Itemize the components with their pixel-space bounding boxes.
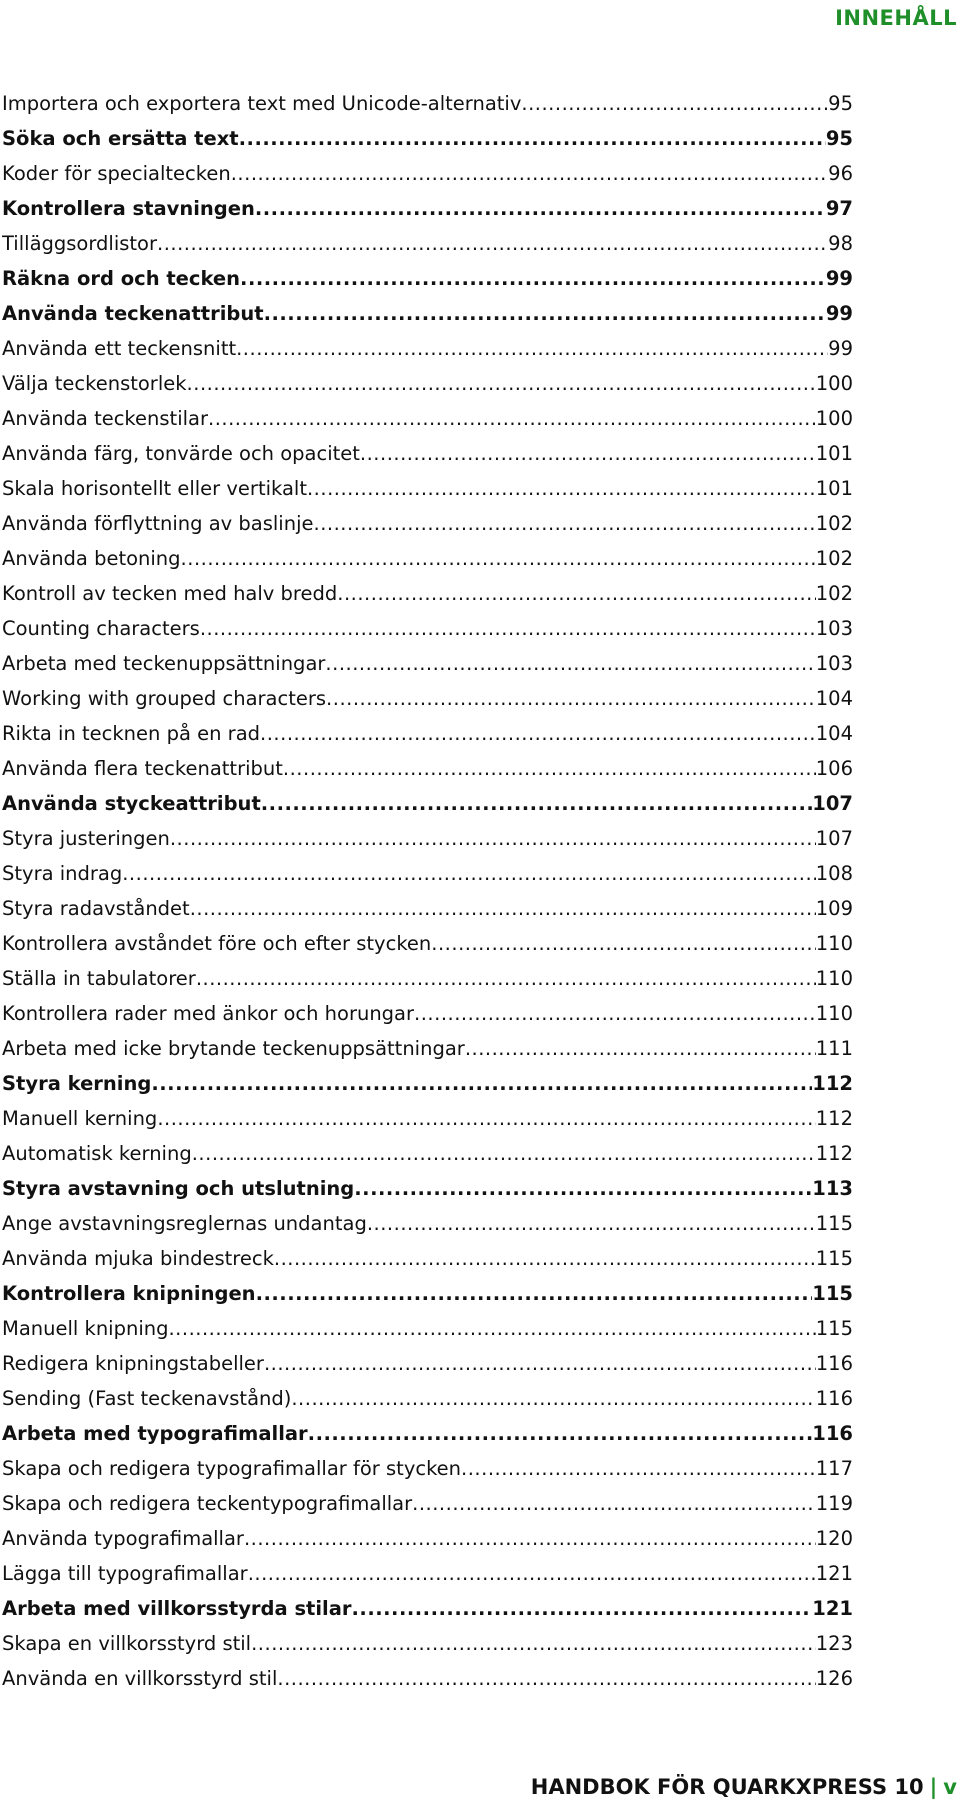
toc-entry-page-number: 112 <box>812 1072 853 1095</box>
toc-entry[interactable] <box>2 156 853 191</box>
toc-entry-title: Arbeta med typografimallar <box>2 1422 308 1445</box>
toc-entry-title: Använda färg, tonvärde och opacitet <box>2 442 360 465</box>
toc-entry-title: Använda ett teckensnitt <box>2 337 237 360</box>
toc-entry-title: Ställa in tabulatorer <box>2 967 196 990</box>
toc-entry-title: Styra indrag <box>2 862 123 885</box>
toc-entry-title: Tilläggsordlistor <box>2 232 158 255</box>
toc-dot-leader <box>431 926 815 961</box>
toc-entry-title: Sending (Fast teckenavstånd) <box>2 1387 292 1410</box>
toc-dot-leader <box>367 1206 816 1241</box>
toc-entry[interactable] <box>2 1451 853 1486</box>
toc-dot-leader <box>251 1626 816 1661</box>
toc-entry-title: Kontroll av tecken med halv bredd <box>2 582 338 605</box>
toc-entry-title: Använda en villkorsstyrd stil <box>2 1667 278 1690</box>
toc-entry-page-number: 107 <box>815 827 853 850</box>
toc-dot-leader <box>208 401 816 436</box>
toc-entry[interactable] <box>2 191 853 226</box>
toc-entry-title: Manuell kerning <box>2 1107 158 1130</box>
toc-entry-page-number: 121 <box>812 1597 853 1620</box>
toc-dot-leader <box>352 1591 813 1626</box>
toc-entry[interactable] <box>2 331 853 366</box>
toc-entry-page-number: 116 <box>815 1352 853 1375</box>
toc-entry-title: Lägga till typografimallar <box>2 1562 248 1585</box>
toc-entry-page-number: 95 <box>825 127 853 150</box>
toc-dot-leader <box>326 681 816 716</box>
toc-entry-title: Använda styckeattribut <box>2 792 261 815</box>
toc-entry-title: Skapa och redigera teckentypografimallar <box>2 1492 413 1515</box>
toc-entry[interactable] <box>2 926 853 961</box>
toc-dot-leader <box>122 856 816 891</box>
toc-dot-leader <box>192 1136 816 1171</box>
toc-entry[interactable] <box>2 611 853 646</box>
toc-entry-title: Styra radavståndet <box>2 897 190 920</box>
toc-entry-title: Skapa en villkorsstyrd stil <box>2 1632 252 1655</box>
toc-entry-title: Använda flera teckenattribut <box>2 757 283 780</box>
toc-dot-leader <box>291 1381 815 1416</box>
toc-entry-page-number: 101 <box>815 442 853 465</box>
toc-entry-page-number: 111 <box>815 1037 853 1060</box>
toc-entry[interactable] <box>2 1381 853 1416</box>
toc-dot-leader <box>308 1416 813 1451</box>
toc-entry-title: Kontrollera stavningen <box>2 197 255 220</box>
toc-entry-title: Styra avstavning och utslutning <box>2 1177 355 1200</box>
toc-entry-page-number: 99 <box>828 337 853 360</box>
toc-dot-leader <box>314 506 816 541</box>
toc-entry[interactable] <box>2 296 853 331</box>
toc-dot-leader <box>412 1486 816 1521</box>
toc-dot-leader <box>260 716 816 751</box>
toc-entry-page-number: 95 <box>828 92 853 115</box>
table-of-contents <box>2 86 853 1696</box>
toc-dot-leader <box>465 1031 816 1066</box>
toc-dot-leader <box>151 1066 812 1101</box>
toc-entry-page-number: 120 <box>815 1527 853 1550</box>
toc-entry-page-number: 106 <box>815 757 853 780</box>
toc-entry[interactable] <box>2 1486 853 1521</box>
toc-entry-page-number: 100 <box>815 407 853 430</box>
toc-entry-page-number: 112 <box>815 1107 853 1130</box>
footer-book-title: HANDBOK FÖR QUARKXPRESS 10 <box>530 1775 924 1799</box>
toc-entry-page-number: 115 <box>815 1317 853 1340</box>
toc-dot-leader <box>414 996 816 1031</box>
toc-dot-leader <box>240 261 826 296</box>
toc-entry-page-number: 103 <box>815 617 853 640</box>
toc-dot-leader <box>274 1241 816 1276</box>
toc-entry-title: Koder för specialtecken <box>2 162 231 185</box>
toc-entry[interactable] <box>2 121 853 156</box>
toc-dot-leader <box>277 1661 815 1696</box>
toc-entry[interactable] <box>2 1416 853 1451</box>
toc-dot-leader <box>200 611 816 646</box>
toc-entry-page-number: 126 <box>815 1667 853 1690</box>
toc-entry-page-number: 123 <box>815 1632 853 1655</box>
toc-entry-page-number: 115 <box>815 1212 853 1235</box>
toc-entry-page-number: 117 <box>815 1457 853 1480</box>
toc-entry-page-number: 102 <box>815 547 853 570</box>
toc-entry[interactable] <box>2 1276 853 1311</box>
toc-entry[interactable] <box>2 1626 853 1661</box>
toc-dot-leader <box>461 1451 816 1486</box>
page-header-title: INNEHÅLL <box>835 6 957 30</box>
toc-entry-title: Importera och exportera text med Unicode-alternativ <box>2 92 522 115</box>
toc-entry[interactable] <box>2 1171 853 1206</box>
toc-dot-leader <box>354 1171 812 1206</box>
toc-entry-title: Kontrollera rader med änkor och horungar <box>2 1002 415 1025</box>
toc-entry-title: Styra kerning <box>2 1072 152 1095</box>
toc-entry[interactable] <box>2 1311 853 1346</box>
toc-dot-leader <box>521 86 828 121</box>
toc-entry-title: Rikta in tecknen på en rad <box>2 722 261 745</box>
toc-entry-page-number: 98 <box>828 232 853 255</box>
toc-dot-leader <box>157 1101 815 1136</box>
toc-dot-leader <box>283 751 816 786</box>
toc-entry[interactable] <box>2 471 853 506</box>
toc-entry-page-number: 99 <box>825 267 853 290</box>
toc-entry-title: Automatisk kerning <box>2 1142 192 1165</box>
toc-entry[interactable] <box>2 366 853 401</box>
toc-entry[interactable] <box>2 401 853 436</box>
toc-entry-page-number: 110 <box>815 1002 853 1025</box>
toc-dot-leader <box>264 296 826 331</box>
toc-dot-leader <box>325 646 815 681</box>
toc-entry-title: Styra justeringen <box>2 827 170 850</box>
toc-entry[interactable] <box>2 1031 853 1066</box>
toc-dot-leader <box>157 226 828 261</box>
toc-entry[interactable] <box>2 1346 853 1381</box>
toc-dot-leader <box>261 786 813 821</box>
toc-entry-title: Arbeta med teckenuppsättningar <box>2 652 326 675</box>
toc-entry-page-number: 119 <box>815 1492 853 1515</box>
footer-separator: | <box>929 1775 938 1799</box>
toc-entry[interactable] <box>2 716 853 751</box>
toc-entry[interactable] <box>2 1136 853 1171</box>
page-footer <box>531 1775 957 1799</box>
toc-entry[interactable] <box>2 961 853 996</box>
toc-entry[interactable] <box>2 646 853 681</box>
toc-entry[interactable] <box>2 751 853 786</box>
toc-entry[interactable] <box>2 576 853 611</box>
toc-dot-leader <box>244 1521 816 1556</box>
toc-entry-page-number: 115 <box>812 1282 853 1305</box>
toc-entry[interactable] <box>2 226 853 261</box>
toc-entry[interactable] <box>2 891 853 926</box>
toc-entry-page-number: 112 <box>815 1142 853 1165</box>
toc-entry[interactable] <box>2 261 853 296</box>
toc-entry-title: Använda betoning <box>2 547 181 570</box>
toc-entry[interactable] <box>2 506 853 541</box>
toc-entry-title: Använda mjuka bindestreck <box>2 1247 274 1270</box>
toc-entry-title: Kontrollera avståndet före och efter stycken <box>2 932 432 955</box>
toc-entry-title: Använda teckenstilar <box>2 407 208 430</box>
toc-entry[interactable] <box>2 821 853 856</box>
toc-entry-page-number: 108 <box>815 862 853 885</box>
toc-entry-title: Använda typografimallar <box>2 1527 244 1550</box>
toc-entry[interactable] <box>2 681 853 716</box>
toc-entry-page-number: 100 <box>815 372 853 395</box>
toc-entry-page-number: 96 <box>828 162 853 185</box>
toc-dot-leader <box>231 156 828 191</box>
toc-entry-page-number: 102 <box>815 582 853 605</box>
toc-entry-title: Arbeta med icke brytande teckenuppsättningar <box>2 1037 465 1060</box>
toc-dot-leader <box>239 121 826 156</box>
toc-entry[interactable] <box>2 1591 853 1626</box>
toc-entry-page-number: 116 <box>812 1422 853 1445</box>
toc-entry[interactable] <box>2 1556 853 1591</box>
toc-entry-page-number: 104 <box>815 687 853 710</box>
toc-entry-page-number: 110 <box>815 967 853 990</box>
toc-entry-title: Manuell knipning <box>2 1317 169 1340</box>
toc-entry-title: Skala horisontellt eller vertikalt <box>2 477 307 500</box>
toc-entry[interactable] <box>2 1521 853 1556</box>
toc-dot-leader <box>168 1311 815 1346</box>
toc-dot-leader <box>187 366 816 401</box>
toc-dot-leader <box>255 191 826 226</box>
toc-entry-title: Skapa och redigera typografimallar för stycken <box>2 1457 462 1480</box>
toc-dot-leader <box>190 891 816 926</box>
toc-dot-leader <box>196 961 816 996</box>
toc-entry[interactable] <box>2 1066 853 1101</box>
toc-entry[interactable] <box>2 1241 853 1276</box>
toc-entry[interactable] <box>2 436 853 471</box>
toc-entry[interactable] <box>2 786 853 821</box>
toc-entry-page-number: 101 <box>815 477 853 500</box>
toc-entry-page-number: 97 <box>825 197 853 220</box>
toc-dot-leader <box>256 1276 813 1311</box>
toc-dot-leader <box>307 471 816 506</box>
toc-entry[interactable] <box>2 1661 853 1696</box>
toc-entry-title: Kontrollera knipningen <box>2 1282 256 1305</box>
toc-dot-leader <box>337 576 816 611</box>
toc-entry-title: Arbeta med villkorsstyrda stilar <box>2 1597 352 1620</box>
toc-entry-title: Redigera knipningstabeller <box>2 1352 264 1375</box>
toc-entry[interactable] <box>2 86 853 121</box>
toc-entry-title: Söka och ersätta text <box>2 127 239 150</box>
toc-entry[interactable] <box>2 1101 853 1136</box>
toc-dot-leader <box>236 331 828 366</box>
toc-dot-leader <box>360 436 816 471</box>
toc-entry-page-number: 115 <box>815 1247 853 1270</box>
toc-entry-title: Använda teckenattribut <box>2 302 264 325</box>
toc-entry-page-number: 109 <box>815 897 853 920</box>
toc-dot-leader <box>248 1556 816 1591</box>
toc-entry-title: Använda förflyttning av baslinje <box>2 512 314 535</box>
toc-dot-leader <box>170 821 816 856</box>
toc-entry-page-number: 116 <box>815 1387 853 1410</box>
toc-entry-page-number: 103 <box>815 652 853 675</box>
toc-entry-page-number: 104 <box>815 722 853 745</box>
toc-entry-page-number: 107 <box>812 792 853 815</box>
toc-entry-page-number: 121 <box>815 1562 853 1585</box>
toc-entry-title: Working with grouped characters <box>2 687 327 710</box>
toc-dot-leader <box>181 541 816 576</box>
toc-entry[interactable] <box>2 996 853 1031</box>
toc-entry-title: Counting characters <box>2 617 200 640</box>
toc-entry-page-number: 99 <box>825 302 853 325</box>
toc-entry[interactable] <box>2 1206 853 1241</box>
toc-entry[interactable] <box>2 541 853 576</box>
toc-entry-page-number: 110 <box>815 932 853 955</box>
toc-entry-title: Ange avstavningsreglernas undantag <box>2 1212 367 1235</box>
toc-dot-leader <box>264 1346 816 1381</box>
toc-entry-title: Välja teckenstorlek <box>2 372 187 395</box>
toc-entry[interactable] <box>2 856 853 891</box>
toc-entry-page-number: 102 <box>815 512 853 535</box>
toc-entry-page-number: 113 <box>812 1177 853 1200</box>
toc-entry-title: Räkna ord och tecken <box>2 267 241 290</box>
footer-page-number: v <box>943 1775 957 1799</box>
